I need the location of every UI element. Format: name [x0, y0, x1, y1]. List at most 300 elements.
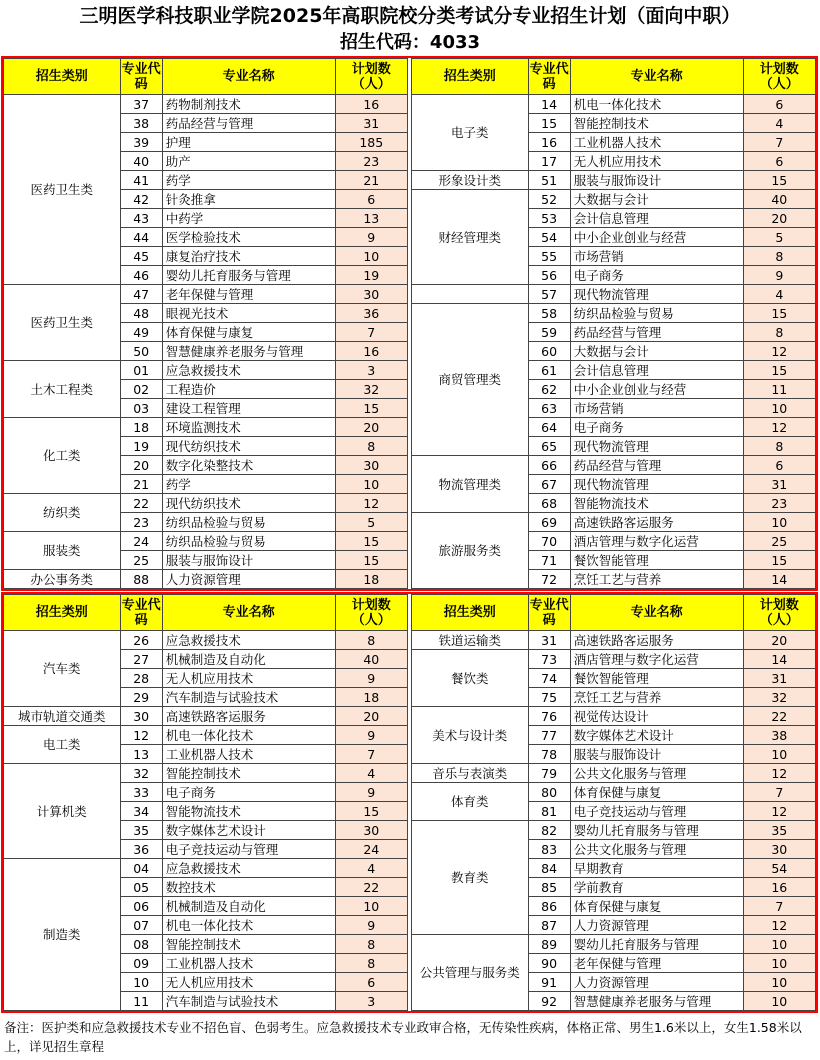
major-name: 药物制剂技术	[162, 95, 335, 114]
plan-count: 16	[743, 878, 815, 897]
major-name: 服装与服饰设计	[162, 551, 335, 570]
plan-count: 19	[335, 266, 407, 285]
category-cell: 服装类	[4, 532, 121, 570]
major-name: 高速铁路客运服务	[570, 631, 743, 650]
major-code: 39	[120, 133, 162, 152]
plan-count: 40	[743, 190, 815, 209]
major-name: 智能控制技术	[162, 764, 335, 783]
major-name: 烹饪工艺与营养	[570, 688, 743, 707]
major-code: 23	[120, 513, 162, 532]
major-name: 会计信息管理	[570, 209, 743, 228]
plan-count: 3	[335, 992, 407, 1011]
page-title: 三明医学科技职业学院2025年高职院校分类考试分专业招生计划（面向中职）	[79, 5, 741, 27]
major-name: 视觉传达设计	[570, 707, 743, 726]
major-name: 现代物流管理	[570, 285, 743, 304]
plan-count: 8	[335, 631, 407, 650]
category-cell	[411, 285, 528, 304]
plan-count: 18	[335, 688, 407, 707]
header-category: 招生类别	[4, 59, 121, 95]
table-row	[4, 631, 816, 650]
major-name: 电子商务	[570, 418, 743, 437]
footnote: 备注：医护类和应急救援技术专业不招色盲、色弱考生。应急救援技术专业政审合格，无传染性疾病，体格正常、男生1.6米以上，女生1.58米以上，详见招生章程	[4, 1020, 802, 1054]
category-cell: 计算机类	[4, 764, 121, 859]
plan-count: 10	[743, 992, 815, 1011]
major-code: 69	[528, 513, 570, 532]
plan-count: 4	[335, 859, 407, 878]
major-name: 市场营销	[570, 247, 743, 266]
plan-count: 10	[743, 399, 815, 418]
major-code: 78	[528, 745, 570, 764]
major-name: 老年保健与管理	[162, 285, 335, 304]
major-name: 体育保健与康复	[162, 323, 335, 342]
major-code: 88	[120, 570, 162, 589]
major-name: 中药学	[162, 209, 335, 228]
major-code: 13	[120, 745, 162, 764]
major-code: 11	[120, 992, 162, 1011]
major-name: 工业机器人技术	[570, 133, 743, 152]
plan-count: 20	[335, 418, 407, 437]
major-name: 餐饮智能管理	[570, 669, 743, 688]
plan-count: 14	[743, 650, 815, 669]
plan-count: 30	[335, 821, 407, 840]
major-code: 67	[528, 475, 570, 494]
major-name: 机械制造及自动化	[162, 897, 335, 916]
major-code: 45	[120, 247, 162, 266]
major-name: 公共文化服务与管理	[570, 840, 743, 859]
major-name: 智慧健康养老服务与管理	[570, 992, 743, 1011]
major-name: 工业机器人技术	[162, 954, 335, 973]
plan-count: 10	[335, 475, 407, 494]
plan-count: 35	[743, 821, 815, 840]
plan-count: 8	[743, 323, 815, 342]
major-code: 08	[120, 935, 162, 954]
plan-count: 6	[743, 95, 815, 114]
plan-count: 12	[743, 418, 815, 437]
category-cell: 公共管理与服务类	[411, 935, 528, 1011]
major-name: 数字媒体艺术设计	[162, 821, 335, 840]
major-code: 46	[120, 266, 162, 285]
plan-count: 6	[335, 973, 407, 992]
major-name: 现代纺织技术	[162, 494, 335, 513]
major-name: 电子竞技运动与管理	[570, 802, 743, 821]
major-name: 工业机器人技术	[162, 745, 335, 764]
major-code: 52	[528, 190, 570, 209]
major-code: 44	[120, 228, 162, 247]
major-code: 57	[528, 285, 570, 304]
plan-count: 12	[743, 802, 815, 821]
plan-count: 9	[335, 228, 407, 247]
plan-count: 36	[335, 304, 407, 323]
major-code: 07	[120, 916, 162, 935]
major-name: 针灸推拿	[162, 190, 335, 209]
plan-count: 3	[335, 361, 407, 380]
plan-table-lower	[1, 592, 818, 1013]
plan-count: 8	[335, 437, 407, 456]
category-cell: 体育类	[411, 783, 528, 821]
plan-count: 185	[335, 133, 407, 152]
major-code: 01	[120, 361, 162, 380]
plan-count: 12	[743, 342, 815, 361]
plan-count: 32	[335, 380, 407, 399]
plan-count: 23	[743, 494, 815, 513]
major-name: 应急救援技术	[162, 361, 335, 380]
plan-count: 15	[335, 551, 407, 570]
major-code: 16	[528, 133, 570, 152]
major-code: 58	[528, 304, 570, 323]
major-name: 早期教育	[570, 859, 743, 878]
major-name: 药品经营与管理	[570, 323, 743, 342]
major-code: 42	[120, 190, 162, 209]
plan-count: 24	[335, 840, 407, 859]
major-code: 75	[528, 688, 570, 707]
major-code: 29	[120, 688, 162, 707]
plan-count: 10	[743, 954, 815, 973]
major-name: 环境监测技术	[162, 418, 335, 437]
major-name: 学前教育	[570, 878, 743, 897]
major-code: 85	[528, 878, 570, 897]
major-code: 76	[528, 707, 570, 726]
major-code: 49	[120, 323, 162, 342]
plan-count: 4	[335, 764, 407, 783]
category-cell: 餐饮类	[411, 650, 528, 707]
major-code: 86	[528, 897, 570, 916]
major-code: 50	[120, 342, 162, 361]
major-code: 20	[120, 456, 162, 475]
plan-count: 31	[743, 669, 815, 688]
major-name: 电子竞技运动与管理	[162, 840, 335, 859]
plan-count: 10	[743, 745, 815, 764]
header-name: 专业名称	[162, 595, 335, 631]
major-code: 66	[528, 456, 570, 475]
major-name: 中小企业创业与经营	[570, 380, 743, 399]
major-name: 汽车制造与试验技术	[162, 992, 335, 1011]
header-count: 计划数（人）	[743, 595, 815, 631]
major-code: 80	[528, 783, 570, 802]
header-name: 专业名称	[570, 595, 743, 631]
major-name: 数字化染整技术	[162, 456, 335, 475]
major-code: 38	[120, 114, 162, 133]
plan-count: 15	[335, 532, 407, 551]
major-name: 高速铁路客运服务	[162, 707, 335, 726]
major-code: 64	[528, 418, 570, 437]
plan-count: 9	[335, 726, 407, 745]
major-code: 10	[120, 973, 162, 992]
major-code: 25	[120, 551, 162, 570]
plan-count: 23	[335, 152, 407, 171]
major-name: 人力资源管理	[570, 916, 743, 935]
major-name: 无人机应用技术	[162, 669, 335, 688]
category-cell: 办公事务类	[4, 570, 121, 589]
major-name: 智能控制技术	[570, 114, 743, 133]
major-name: 酒店管理与数字化运营	[570, 650, 743, 669]
major-code: 19	[120, 437, 162, 456]
plan-count: 18	[335, 570, 407, 589]
major-code: 56	[528, 266, 570, 285]
plan-count: 5	[743, 228, 815, 247]
major-name: 餐饮智能管理	[570, 551, 743, 570]
major-code: 62	[528, 380, 570, 399]
major-name: 助产	[162, 152, 335, 171]
plan-grid	[3, 594, 816, 1011]
major-code: 37	[120, 95, 162, 114]
major-code: 84	[528, 859, 570, 878]
header-row	[4, 595, 816, 631]
major-name: 中小企业创业与经营	[570, 228, 743, 247]
plan-count: 30	[743, 840, 815, 859]
major-name: 大数据与会计	[570, 342, 743, 361]
major-name: 纺织品检验与贸易	[162, 532, 335, 551]
major-code: 32	[120, 764, 162, 783]
plan-count: 7	[743, 783, 815, 802]
category-cell: 汽车类	[4, 631, 121, 707]
major-code: 26	[120, 631, 162, 650]
plan-count: 15	[743, 304, 815, 323]
plan-count: 16	[335, 95, 407, 114]
major-name: 护理	[162, 133, 335, 152]
plan-count: 25	[743, 532, 815, 551]
major-name: 药品经营与管理	[162, 114, 335, 133]
plan-count: 6	[743, 152, 815, 171]
plan-count: 21	[335, 171, 407, 190]
major-name: 汽车制造与试验技术	[162, 688, 335, 707]
major-name: 人力资源管理	[162, 570, 335, 589]
major-code: 70	[528, 532, 570, 551]
major-name: 电子商务	[570, 266, 743, 285]
major-name: 无人机应用技术	[570, 152, 743, 171]
plan-count: 15	[743, 171, 815, 190]
plan-count: 12	[743, 764, 815, 783]
plan-count: 7	[743, 133, 815, 152]
plan-count: 9	[335, 783, 407, 802]
plan-count: 9	[743, 266, 815, 285]
plan-grid	[3, 58, 816, 589]
plan-count: 15	[335, 399, 407, 418]
major-code: 55	[528, 247, 570, 266]
plan-count: 4	[743, 285, 815, 304]
plan-count: 12	[335, 494, 407, 513]
major-name: 大数据与会计	[570, 190, 743, 209]
major-name: 数控技术	[162, 878, 335, 897]
major-name: 智能控制技术	[162, 935, 335, 954]
major-name: 现代物流管理	[570, 475, 743, 494]
plan-count: 30	[335, 285, 407, 304]
major-name: 药学	[162, 475, 335, 494]
major-code: 79	[528, 764, 570, 783]
header-name: 专业名称	[570, 59, 743, 95]
header-code: 专业代码	[120, 59, 162, 95]
category-cell: 医药卫生类	[4, 285, 121, 361]
category-cell: 美术与设计类	[411, 707, 528, 764]
category-cell: 形象设计类	[411, 171, 528, 190]
category-cell: 物流管理类	[411, 456, 528, 513]
plan-count: 10	[743, 513, 815, 532]
major-name: 眼视光技术	[162, 304, 335, 323]
major-name: 智慧健康养老服务与管理	[162, 342, 335, 361]
major-name: 现代物流管理	[570, 437, 743, 456]
major-code: 12	[120, 726, 162, 745]
header-name: 专业名称	[162, 59, 335, 95]
category-cell: 财经管理类	[411, 190, 528, 285]
plan-count: 40	[335, 650, 407, 669]
major-code: 21	[120, 475, 162, 494]
plan-count: 6	[335, 190, 407, 209]
plan-count: 12	[743, 916, 815, 935]
major-name: 酒店管理与数字化运营	[570, 532, 743, 551]
major-name: 现代纺织技术	[162, 437, 335, 456]
plan-count: 10	[335, 897, 407, 916]
major-name: 智能物流技术	[570, 494, 743, 513]
major-name: 婴幼儿托育服务与管理	[162, 266, 335, 285]
plan-count: 14	[743, 570, 815, 589]
major-code: 03	[120, 399, 162, 418]
major-name: 服装与服饰设计	[570, 745, 743, 764]
plan-count: 10	[743, 935, 815, 954]
major-name: 体育保健与康复	[570, 897, 743, 916]
major-code: 30	[120, 707, 162, 726]
plan-count: 31	[335, 114, 407, 133]
major-code: 47	[120, 285, 162, 304]
plan-count: 4	[743, 114, 815, 133]
plan-count: 9	[335, 669, 407, 688]
major-name: 药品经营与管理	[570, 456, 743, 475]
major-code: 24	[120, 532, 162, 551]
plan-count: 10	[335, 247, 407, 266]
category-cell: 教育类	[411, 821, 528, 935]
plan-count: 7	[743, 897, 815, 916]
major-name: 人力资源管理	[570, 973, 743, 992]
major-name: 婴幼儿托育服务与管理	[570, 935, 743, 954]
major-code: 91	[528, 973, 570, 992]
header-category: 招生类别	[411, 595, 528, 631]
major-code: 09	[120, 954, 162, 973]
plan-count: 8	[743, 437, 815, 456]
major-code: 68	[528, 494, 570, 513]
category-cell: 音乐与表演类	[411, 764, 528, 783]
header-code: 专业代码	[528, 59, 570, 95]
plan-count: 20	[335, 707, 407, 726]
major-name: 医学检验技术	[162, 228, 335, 247]
plan-count: 54	[743, 859, 815, 878]
major-code: 73	[528, 650, 570, 669]
major-code: 74	[528, 669, 570, 688]
plan-count: 5	[335, 513, 407, 532]
major-code: 28	[120, 669, 162, 688]
major-code: 33	[120, 783, 162, 802]
major-code: 82	[528, 821, 570, 840]
major-code: 83	[528, 840, 570, 859]
major-code: 89	[528, 935, 570, 954]
major-code: 17	[528, 152, 570, 171]
plan-count: 15	[743, 551, 815, 570]
plan-count: 22	[335, 878, 407, 897]
plan-count: 6	[743, 456, 815, 475]
plan-table-upper	[1, 56, 818, 591]
major-name: 纺织品检验与贸易	[570, 304, 743, 323]
major-code: 60	[528, 342, 570, 361]
plan-count: 30	[335, 456, 407, 475]
plan-count: 16	[335, 342, 407, 361]
major-name: 会计信息管理	[570, 361, 743, 380]
major-name: 体育保健与康复	[570, 783, 743, 802]
plan-count: 8	[743, 247, 815, 266]
major-name: 服装与服饰设计	[570, 171, 743, 190]
major-code: 63	[528, 399, 570, 418]
major-code: 05	[120, 878, 162, 897]
table-row	[4, 95, 816, 114]
major-name: 机电一体化技术	[162, 726, 335, 745]
major-code: 92	[528, 992, 570, 1011]
category-cell: 城市轨道交通类	[4, 707, 121, 726]
major-code: 51	[528, 171, 570, 190]
plan-count: 13	[335, 209, 407, 228]
major-code: 59	[528, 323, 570, 342]
plan-count: 9	[335, 916, 407, 935]
category-cell: 化工类	[4, 418, 121, 494]
major-code: 53	[528, 209, 570, 228]
major-code: 77	[528, 726, 570, 745]
major-code: 35	[120, 821, 162, 840]
plan-count: 31	[743, 475, 815, 494]
major-name: 应急救援技术	[162, 859, 335, 878]
header-count: 计划数（人）	[335, 59, 407, 95]
plan-count: 22	[743, 707, 815, 726]
major-code: 71	[528, 551, 570, 570]
category-cell: 电子类	[411, 95, 528, 171]
major-name: 智能物流技术	[162, 802, 335, 821]
major-name: 机电一体化技术	[570, 95, 743, 114]
plan-count: 8	[335, 954, 407, 973]
major-code: 43	[120, 209, 162, 228]
major-code: 18	[120, 418, 162, 437]
major-name: 无人机应用技术	[162, 973, 335, 992]
category-cell: 旅游服务类	[411, 513, 528, 589]
category-cell: 纺织类	[4, 494, 121, 532]
header-category: 招生类别	[411, 59, 528, 95]
category-cell: 医药卫生类	[4, 95, 121, 285]
major-name: 纺织品检验与贸易	[162, 513, 335, 532]
plan-count: 11	[743, 380, 815, 399]
major-code: 15	[528, 114, 570, 133]
major-code: 48	[120, 304, 162, 323]
major-name: 康复治疗技术	[162, 247, 335, 266]
major-name: 应急救援技术	[162, 631, 335, 650]
plan-count: 15	[743, 361, 815, 380]
major-name: 机电一体化技术	[162, 916, 335, 935]
major-name: 数字媒体艺术设计	[570, 726, 743, 745]
major-name: 公共文化服务与管理	[570, 764, 743, 783]
major-name: 电子商务	[162, 783, 335, 802]
major-name: 老年保健与管理	[570, 954, 743, 973]
plan-count: 38	[743, 726, 815, 745]
plan-count: 32	[743, 688, 815, 707]
major-name: 高速铁路客运服务	[570, 513, 743, 532]
major-code: 54	[528, 228, 570, 247]
plan-count: 15	[335, 802, 407, 821]
major-code: 81	[528, 802, 570, 821]
major-code: 61	[528, 361, 570, 380]
major-code: 87	[528, 916, 570, 935]
major-name: 婴幼儿托育服务与管理	[570, 821, 743, 840]
major-code: 41	[120, 171, 162, 190]
major-code: 04	[120, 859, 162, 878]
major-name: 建设工程管理	[162, 399, 335, 418]
major-code: 65	[528, 437, 570, 456]
plan-count: 20	[743, 631, 815, 650]
major-code: 14	[528, 95, 570, 114]
plan-count: 20	[743, 209, 815, 228]
major-name: 市场营销	[570, 399, 743, 418]
major-code: 72	[528, 570, 570, 589]
